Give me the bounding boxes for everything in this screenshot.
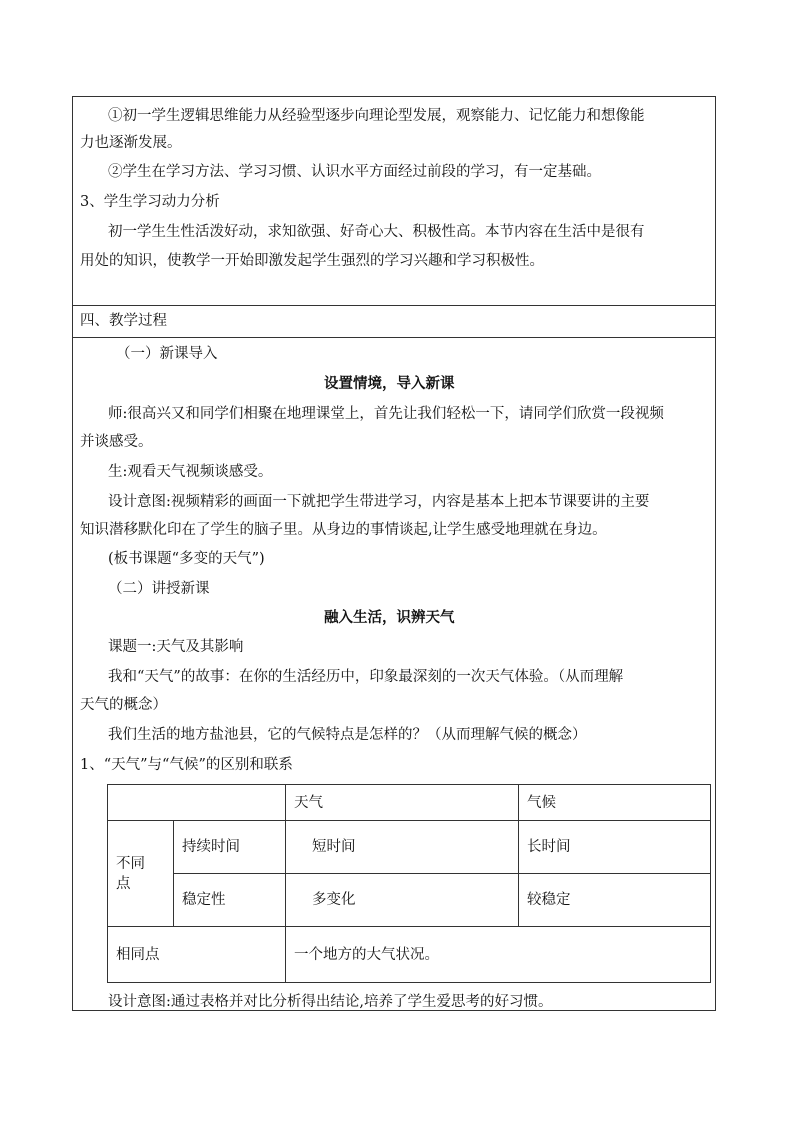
design-intent-1-line2: 知识潜移默化印在了学生的脑子里。从身边的事情谈起,让学生感受地理就在身边。 — [80, 522, 607, 538]
row-stability-label: 稳定性 — [174, 874, 286, 927]
topic-one: 课题一:天气及其影响 — [108, 639, 244, 655]
row-divider — [73, 305, 715, 306]
item-weather-vs-climate: 1、“天气”与“气候”的区别和联系 — [80, 757, 293, 773]
heading-learning-motivation: 3、学生学习动力分析 — [80, 194, 220, 210]
paragraph-motivation-line1: 初一学生生性活泼好动，求知欲强、好奇心大、积极性高。本节内容在生活中是很有 — [108, 224, 645, 240]
section-heading-teaching-process: 四、教学过程 — [80, 313, 167, 329]
teacher-line2: 并谈感受。 — [80, 434, 153, 450]
paragraph-learning-basis: ②学生在学习方法、学习习惯、认识水平方面经过前段的学习，有一定基础。 — [108, 164, 601, 180]
climate-question: 我们生活的地方盐池县，它的气候特点是怎样的？（从而理解气候的概念） — [108, 727, 587, 743]
same-value: 一个地方的大气状况。 — [286, 927, 711, 983]
row-stability-climate: 较稳定 — [519, 874, 711, 927]
weather-climate-comparison-table — [107, 784, 711, 983]
table-row — [108, 821, 711, 874]
table-row — [108, 785, 711, 821]
table-corner-cell — [108, 785, 286, 821]
row-duration-climate: 长时间 — [519, 821, 711, 874]
same-label: 相同点 — [108, 927, 286, 983]
row-divider — [73, 337, 715, 338]
table-row — [108, 927, 711, 983]
header-weather: 天气 — [286, 785, 519, 821]
design-intent-1-line1: 设计意图:视频精彩的画面一下就把学生带进学习，内容是基本上把本节课要讲的主要 — [108, 494, 650, 510]
header-climate: 气候 — [519, 785, 711, 821]
subheading-teach-new: （二）讲授新课 — [108, 581, 210, 597]
title-weather-life: 融入生活，识辨天气 — [324, 609, 455, 626]
title-set-scene: 设置情境，导入新课 — [324, 375, 455, 392]
diff-label: 不同点 — [108, 821, 174, 927]
row-duration-label: 持续时间 — [174, 821, 286, 874]
student-line: 生:观看天气视频谈感受。 — [108, 464, 273, 480]
teacher-line1: 师:很高兴又和同学们相聚在地理课堂上，首先让我们轻松一下，请同学们欣赏一段视频 — [108, 406, 664, 422]
paragraph-logic-ability-line2: 力也逐渐发展。 — [80, 135, 182, 151]
paragraph-logic-ability-line1: ①初一学生逻辑思维能力从经验型逐步向理论型发展，观察能力、记忆能力和想像能 — [108, 108, 645, 124]
row-stability-weather: 多变化 — [286, 874, 519, 927]
row-duration-weather: 短时间 — [286, 821, 519, 874]
paragraph-motivation-line2: 用处的知识，使教学一开始即激发起学生强烈的学习兴趣和学习积极性。 — [80, 253, 544, 269]
subheading-new-lesson-intro: （一）新课导入 — [116, 346, 218, 362]
board-title-note: (板书课题“多变的天气”) — [108, 551, 265, 567]
weather-story-line2: 天气的概念） — [80, 697, 167, 713]
weather-story-line1: 我和“天气”的故事：在你的生活经历中，印象最深刻的一次天气体验。（从而理解 — [108, 669, 624, 685]
design-intent-2: 设计意图:通过表格并对比分析得出结论,培养了学生爱思考的好习惯。 — [108, 994, 553, 1010]
table-row — [108, 874, 711, 927]
